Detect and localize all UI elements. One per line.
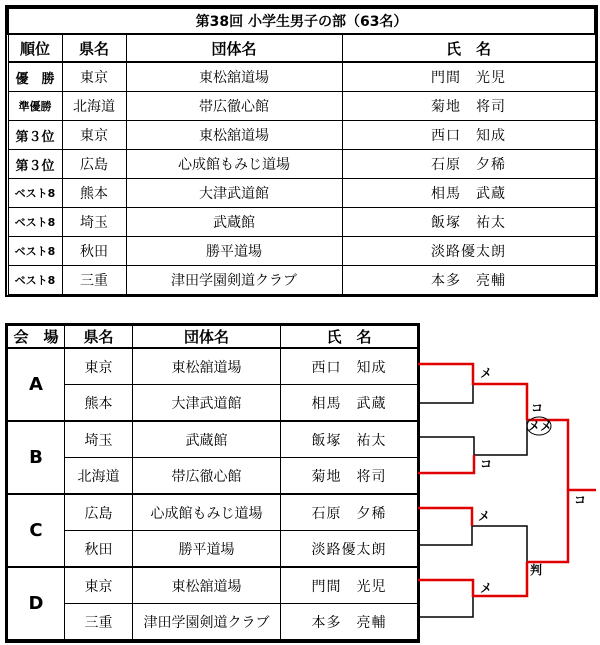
team-cell: 大津武道館 xyxy=(133,385,281,422)
bracket-line-c-loser xyxy=(418,526,472,545)
mark-final: コ xyxy=(574,493,587,507)
name-cell: 門間 光児 xyxy=(281,567,418,604)
name-cell: 淡路優太朗 xyxy=(281,531,418,568)
bracket-table xyxy=(7,325,418,641)
bracket-row xyxy=(8,567,418,604)
team-cell: 帯広徹心館 xyxy=(126,92,342,121)
venue-cell: A xyxy=(8,348,65,421)
rank-cell: 優 勝 xyxy=(8,62,62,92)
mark-b-match: コ xyxy=(480,457,493,471)
rank-cell: 第３位 xyxy=(8,121,62,150)
team-cell: 津田学園剣道クラブ xyxy=(133,604,281,641)
bracket-line-semi1-loser xyxy=(474,420,527,455)
name-cell: 飯塚 祐太 xyxy=(342,208,595,237)
name-cell: 本多 亮輔 xyxy=(281,604,418,641)
pref-cell: 秋田 xyxy=(62,237,126,266)
team-cell: 勝平道場 xyxy=(133,531,281,568)
team-cell: 東松舘道場 xyxy=(133,567,281,604)
mark-semi1-mid: メメ xyxy=(528,419,553,433)
name-cell: 門間 光児 xyxy=(342,62,595,92)
pref-cell: 広島 xyxy=(65,494,133,531)
bracket-row xyxy=(8,494,418,531)
bracket-line-a-loser xyxy=(418,384,473,403)
name-cell: 相馬 武蔵 xyxy=(281,385,418,422)
name-cell: 淡路優太朗 xyxy=(342,237,595,266)
bracket-line-semi2-loser xyxy=(472,526,527,562)
name-cell: 本多 亮輔 xyxy=(342,266,595,295)
result-row xyxy=(8,62,595,92)
name-cell: 菊地 将司 xyxy=(342,92,595,121)
winner-lines xyxy=(418,364,596,596)
pref-cell: 北海道 xyxy=(65,458,133,495)
pref-cell: 三重 xyxy=(62,266,126,295)
bracket-row xyxy=(8,385,418,422)
team-cell: 津田学園剣道クラブ xyxy=(126,266,342,295)
bracket-row xyxy=(8,348,418,385)
team-cell: 勝平道場 xyxy=(126,237,342,266)
pref-cell: 熊本 xyxy=(65,385,133,422)
pref-cell: 三重 xyxy=(65,604,133,641)
result-row xyxy=(8,150,595,179)
header-team: 団体名 xyxy=(126,34,342,62)
rank-cell: ベスト8 xyxy=(8,266,62,295)
header-venue: 会 場 xyxy=(8,326,65,349)
name-cell: 菊地 将司 xyxy=(281,458,418,495)
results-title: 第38回 小学生男子の部（63名） xyxy=(8,8,595,34)
venue-cell: B xyxy=(8,421,65,494)
venue-cell: C xyxy=(8,494,65,567)
bracket-row xyxy=(8,458,418,495)
name-cell: 西口 知成 xyxy=(281,348,418,385)
team-cell: 心成館もみじ道場 xyxy=(126,150,342,179)
bracket-row xyxy=(8,604,418,641)
mark-c-match: メ xyxy=(478,509,491,523)
team-cell: 大津武道館 xyxy=(126,179,342,208)
team-cell: 帯広徹心館 xyxy=(133,458,281,495)
mark-a-match: メ xyxy=(480,366,493,380)
result-row xyxy=(8,208,595,237)
result-row xyxy=(8,237,595,266)
team-cell: 心成館もみじ道場 xyxy=(133,494,281,531)
name-cell: 石原 夕稀 xyxy=(342,150,595,179)
pref-cell: 東京 xyxy=(65,567,133,604)
team-cell: 武蔵館 xyxy=(133,421,281,458)
name-cell: 西口 知成 xyxy=(342,121,595,150)
result-row xyxy=(8,92,595,121)
bracket-line-b-winner xyxy=(418,455,474,473)
mark-semi2: 判 xyxy=(530,563,543,577)
team-cell: 東松舘道場 xyxy=(133,348,281,385)
header-team: 団体名 xyxy=(133,326,281,349)
rank-cell: ベスト8 xyxy=(8,208,62,237)
bracket-line-d-loser xyxy=(418,596,473,617)
pref-cell: 東京 xyxy=(62,121,126,150)
team-cell: 東松舘道場 xyxy=(126,121,342,150)
name-cell: 相馬 武蔵 xyxy=(342,179,595,208)
pref-cell: 埼玉 xyxy=(62,208,126,237)
header-pref: 県名 xyxy=(62,34,126,62)
venue-cell: D xyxy=(8,567,65,640)
team-cell: 武蔵館 xyxy=(126,208,342,237)
pref-cell: 熊本 xyxy=(62,179,126,208)
results-table xyxy=(7,7,596,295)
mark-semi1-top: コ xyxy=(531,401,544,415)
mark-d-match: メ xyxy=(480,581,493,595)
rank-cell: ベスト8 xyxy=(8,179,62,208)
bracket-line-c-winner xyxy=(418,508,472,526)
rank-cell: 準優勝 xyxy=(8,92,62,121)
bracket-row xyxy=(8,421,418,458)
pref-cell: 東京 xyxy=(65,348,133,385)
name-cell: 石原 夕稀 xyxy=(281,494,418,531)
pref-cell: 北海道 xyxy=(62,92,126,121)
name-cell: 飯塚 祐太 xyxy=(281,421,418,458)
header-rank: 順位 xyxy=(8,34,62,62)
header-name: 氏 名 xyxy=(342,34,595,62)
bracket-line-b-loser xyxy=(418,437,474,455)
bracket-line-a-winner xyxy=(418,364,527,420)
result-row xyxy=(8,121,595,150)
result-row xyxy=(8,266,595,295)
team-cell: 東松舘道場 xyxy=(126,62,342,92)
header-pref: 県名 xyxy=(65,326,133,349)
result-row xyxy=(8,179,595,208)
header-name: 氏 名 xyxy=(281,326,418,349)
pref-cell: 秋田 xyxy=(65,531,133,568)
bracket-line-d-winner xyxy=(418,562,527,596)
bracket-row xyxy=(8,531,418,568)
rank-cell: 第３位 xyxy=(8,150,62,179)
pref-cell: 東京 xyxy=(62,62,126,92)
pref-cell: 広島 xyxy=(62,150,126,179)
rank-cell: ベスト8 xyxy=(8,237,62,266)
pref-cell: 埼玉 xyxy=(65,421,133,458)
